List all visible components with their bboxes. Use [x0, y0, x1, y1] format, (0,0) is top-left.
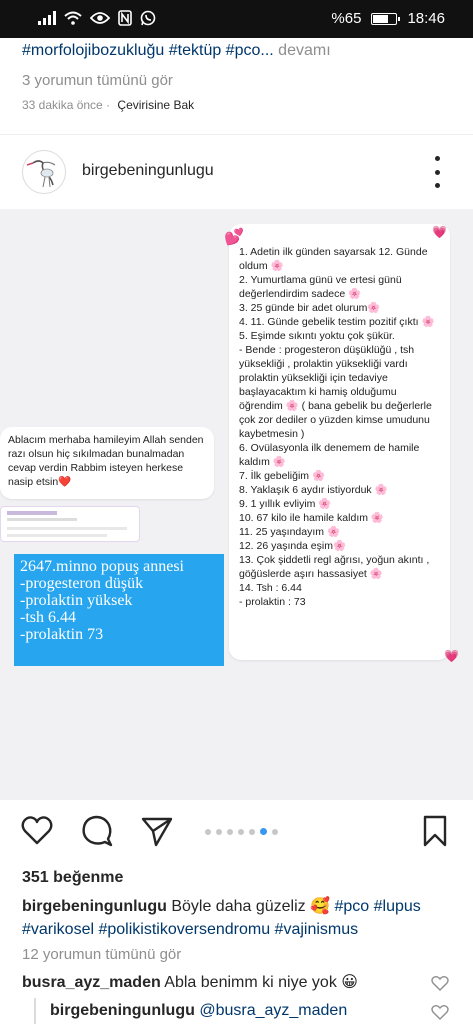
previous-post-hashtags[interactable]: [22, 42, 331, 60]
battery-percent: %65: [331, 10, 362, 27]
clock: 18:46: [407, 10, 445, 27]
caption-hashtags[interactable]: #pco #lupus #varikosel #polikistikoversendromu #vajinismus: [22, 898, 421, 938]
like-count[interactable]: 351 beğenme: [22, 869, 124, 886]
post-divider: [0, 134, 473, 135]
bubble-item: - Bende : progesteron düşüklüğü , tsh yüksekliği , prolaktin yüksekliği vardı prolaktin yüksekliği için tedaviye başlayacaktım ki hamiş olduğumu öğrendim 🌸 ( bana gebelik bu değerlerle çok zor dediler o yüzden kimse umudunu kaybetmesin ): [239, 344, 432, 440]
hashtags-text[interactable]: #morfolojibozukluğu #tektüp #pco...: [22, 42, 274, 59]
bubble-item: 1. Adetin ilk günden sayarsak 12. Günde oldum 🌸: [239, 246, 428, 272]
caption-username[interactable]: birgebeningunlugu: [22, 898, 167, 915]
view-comments-link[interactable]: 3 yorumun tümünü gör: [22, 72, 173, 89]
stork-logo-icon: [23, 151, 66, 194]
time-ago: 33 dakika önce: [22, 98, 103, 112]
more-options-icon[interactable]: [427, 156, 447, 188]
comment-text: Abla benimm ki niye yok 😀: [164, 974, 358, 991]
carousel-dot: [205, 829, 211, 835]
wifi-icon: [64, 11, 82, 25]
avatar[interactable]: [22, 150, 66, 194]
reply-like-icon[interactable]: [431, 1004, 449, 1020]
bubble-item: 11. 25 yaşındayım 🌸: [239, 526, 341, 538]
blue-box-line: -prolaktin yüksek: [20, 592, 133, 609]
comment-username[interactable]: busra_ayz_maden: [22, 974, 161, 991]
blue-box-line: -prolaktin 73: [20, 626, 104, 643]
save-bookmark-icon[interactable]: [418, 814, 452, 848]
reply-thread-line: [34, 998, 36, 1024]
heart-decoration-icon: 💗: [444, 649, 459, 663]
blue-summary-box: [14, 554, 224, 666]
left-message-bubble: Ablacım merhaba hamileyim Allah senden razı olsun hiç sıkılmadan bunalmadan cevap verdin Rabbim isteyen herkese nasip etsin❤️: [0, 427, 214, 499]
translate-link[interactable]: Çevirisine Bak: [117, 98, 195, 112]
reply-row: [50, 1002, 347, 1020]
blue-box-line: 2647.minno popuş annesi: [20, 558, 184, 575]
carousel-dot: [249, 829, 255, 835]
bubble-item: 9. 1 yıllık evliyim 🌸: [239, 498, 332, 510]
comment-like-icon[interactable]: [431, 975, 449, 991]
more-link[interactable]: devamı: [278, 42, 331, 59]
blue-box-line: -tsh 6.44: [20, 609, 76, 626]
carousel-dot: [272, 829, 278, 835]
bubble-item: 4. 11. Günde gebelik testim pozitif çıktı 🌸: [239, 316, 435, 328]
reply-mention[interactable]: @busra_ayz_maden: [199, 1002, 348, 1019]
bubble-item: 14. Tsh : 6.44: [239, 582, 302, 594]
lab-report-thumbnail: [0, 506, 140, 542]
view-all-comments-link[interactable]: 12 yorumun tümünü gör: [22, 946, 182, 963]
nfc-icon: [118, 10, 132, 26]
status-bar: [0, 0, 473, 38]
caption-text: Böyle daha güzeliz 🥰: [171, 898, 331, 915]
bubble-item: 10. 67 kilo ile hamile kaldım 🌸: [239, 512, 384, 524]
comment-row: [22, 972, 358, 992]
heart-decoration-icon: 💕: [224, 229, 244, 246]
post-meta: 33 dakika önce · Çevirisine Bak: [22, 98, 195, 112]
bubble-item: 3. 25 günde bir adet olurum🌸: [239, 302, 381, 314]
bubble-item: 6. Ovülasyonla ilk denemem de hamile kaldım 🌸: [239, 442, 420, 468]
bubble-item: 8. Yaklaşık 6 aydır istiyorduk 🌸: [239, 484, 388, 496]
status-icons-left: [38, 10, 156, 26]
signal-icon: [38, 11, 56, 25]
post-caption: [22, 895, 452, 941]
right-message-bubble: [229, 224, 450, 660]
carousel-indicator: [205, 828, 278, 835]
bubble-item: 12. 26 yaşında eşim🌸: [239, 540, 347, 552]
bubble-item: 2. Yumurtlama günü ve ertesi günü değerlendirdim sadece 🌸: [239, 274, 402, 300]
post-action-bar: [0, 814, 473, 854]
battery-icon: [371, 13, 397, 25]
bubble-item: 13. Çok şiddetli regl ağrısı, yoğun akıntı , göğüslerde aşırı hassasiyet 🌸: [239, 554, 430, 580]
blue-box-line: -progesteron düşük: [20, 575, 144, 592]
post-username[interactable]: birgebeningunlugu: [82, 162, 214, 179]
heart-decoration-icon: 💗: [432, 225, 447, 239]
like-heart-icon[interactable]: [20, 814, 54, 848]
post-image[interactable]: [0, 209, 473, 800]
bubble-item: - prolaktin : 73: [239, 596, 306, 608]
bubble-item: 5. Eşimde sıkıntı yoktu çok şükür.: [239, 330, 395, 342]
carousel-dot-active: [260, 828, 267, 835]
reply-username[interactable]: birgebeningunlugu: [50, 1002, 195, 1019]
carousel-dot: [227, 829, 233, 835]
carousel-dot: [216, 829, 222, 835]
share-send-icon[interactable]: [140, 814, 174, 848]
carousel-dot: [238, 829, 244, 835]
post-header: [0, 148, 473, 198]
bubble-item: 7. İlk gebeliğim 🌸: [239, 470, 326, 482]
status-icons-right: [331, 10, 445, 27]
eye-icon: [90, 11, 110, 25]
whatsapp-icon: [140, 10, 156, 26]
comment-bubble-icon[interactable]: [80, 814, 114, 848]
